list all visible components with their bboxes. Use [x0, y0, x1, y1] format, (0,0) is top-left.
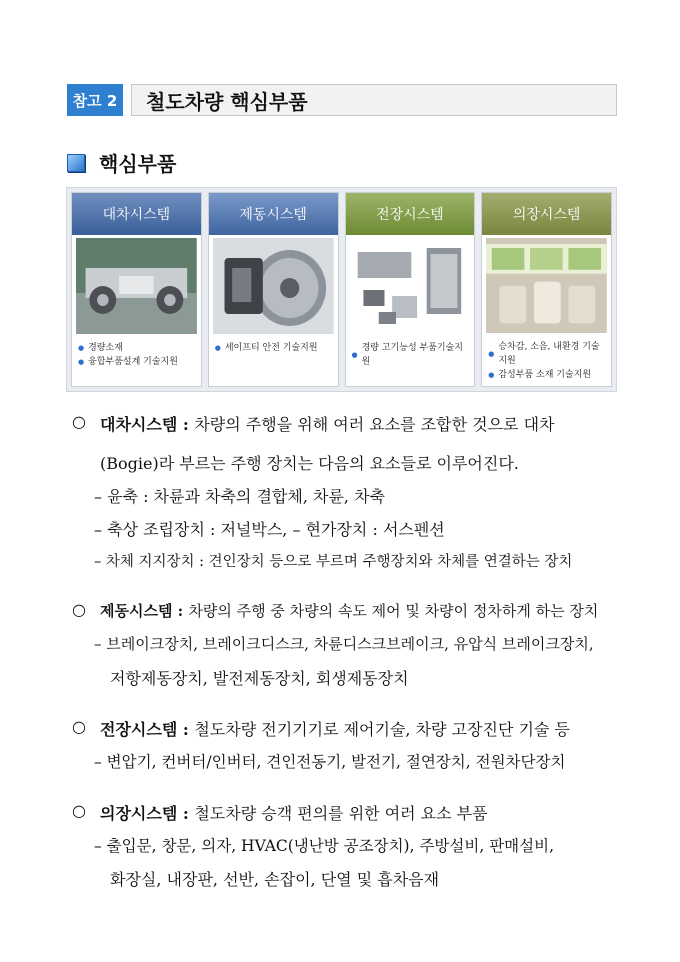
square-bullet-icon — [67, 154, 85, 172]
panel-interior — [481, 192, 612, 387]
bullet: ○ — [72, 412, 86, 431]
panel-note: ● 경량소재 — [78, 341, 195, 355]
panel-title: 전장시스템 — [346, 193, 475, 235]
core-parts-figure — [66, 187, 617, 392]
bogie-label: 대차시스템 — [100, 415, 178, 434]
panel-title: 제동시스템 — [209, 193, 338, 235]
interior-line-1 — [100, 801, 488, 824]
title-row — [67, 84, 617, 116]
panel-brake — [208, 192, 339, 387]
interior-label: 의장시스템 — [100, 804, 178, 823]
brake-line-1 — [100, 600, 598, 621]
electric-line-1 — [100, 717, 570, 740]
bullet: ○ — [72, 600, 86, 619]
panel-note: ● 승차감, 소음, 내환경 기술지원 — [488, 340, 605, 368]
panel-note: ● 세이프티 안전 기술지원 — [215, 341, 332, 355]
bogie-sub-2: – 축상 조립장치 : 저널박스, – 현가장치 : 서스펜션 — [94, 520, 445, 539]
bogie-desc-1: 차량의 주행을 위해 여러 요소를 조합한 것으로 대차 — [194, 415, 555, 434]
bullet: ○ — [72, 801, 86, 820]
bogie-desc-2: (Bogie)라 부르는 주행 장치는 다음의 요소들로 이루어진다. — [100, 454, 519, 473]
separator: : — [177, 415, 195, 434]
panel-bogie — [71, 192, 202, 387]
panel-title: 의장시스템 — [482, 193, 611, 235]
reference-tag: 참고 2 — [67, 84, 123, 116]
interior-sub-2: 화장실, 내장판, 선반, 손잡이, 단열 및 흡차음재 — [110, 870, 440, 889]
section-heading — [67, 148, 176, 177]
interior-photo — [486, 238, 607, 333]
bullet: ○ — [72, 717, 86, 736]
interior-sub-1: – 출입문, 창문, 의자, HVAC(냉난방 공조장치), 주방설비, 판매설비, — [94, 837, 555, 855]
bogie-photo — [76, 238, 197, 334]
interior-desc-1: 철도차량 승객 편의를 위한 여러 요소 부품 — [194, 804, 488, 823]
separator: : — [177, 804, 195, 823]
section-title: 핵심부품 — [99, 152, 177, 176]
brake-sub-2: 저항제동장치, 발전제동장치, 회생제동장치 — [110, 669, 409, 688]
brake-disc-photo — [213, 238, 334, 334]
page-title: 철도차량 핵심부품 — [131, 84, 617, 116]
brake-desc-1: 차량의 주행 중 차량의 속도 제어 및 차량이 정차하게 하는 장치 — [188, 602, 599, 620]
electric-parts-photo — [350, 238, 471, 334]
electric-sub-1: – 변압기, 컨버터/인버터, 견인전동기, 발전기, 절연장치, 전원차단장치 — [94, 753, 566, 771]
separator: : — [172, 602, 189, 620]
panel-electric — [345, 192, 476, 387]
bogie-sub-3: – 차체 지지장치 : 견인장치 등으로 부르며 주행장치와 차체를 연결하는 장치 — [94, 554, 573, 570]
bogie-sub-1: – 윤축 : 차륜과 차축의 결합체, 차륜, 차축 — [94, 487, 386, 506]
electric-desc-1: 철도차량 전기기기로 제어기술, 차량 고장진단 기술 등 — [194, 720, 570, 739]
brake-sub-1: – 브레이크장치, 브레이크디스크, 차륜디스크브레이크, 유압식 브레이크장치, — [94, 635, 594, 653]
separator: : — [177, 720, 195, 739]
bogie-line-1 — [100, 412, 616, 435]
panel-note: ● 경량 고기능성 부품기술지원 — [352, 341, 469, 369]
brake-label: 제동시스템 — [100, 602, 173, 620]
panel-title: 대차시스템 — [72, 193, 201, 235]
panel-note: ● 감성부품 소재 기술지원 — [488, 368, 605, 382]
panel-note: ● 융합부품설계 기술지원 — [78, 355, 195, 369]
electric-label: 전장시스템 — [100, 720, 178, 739]
